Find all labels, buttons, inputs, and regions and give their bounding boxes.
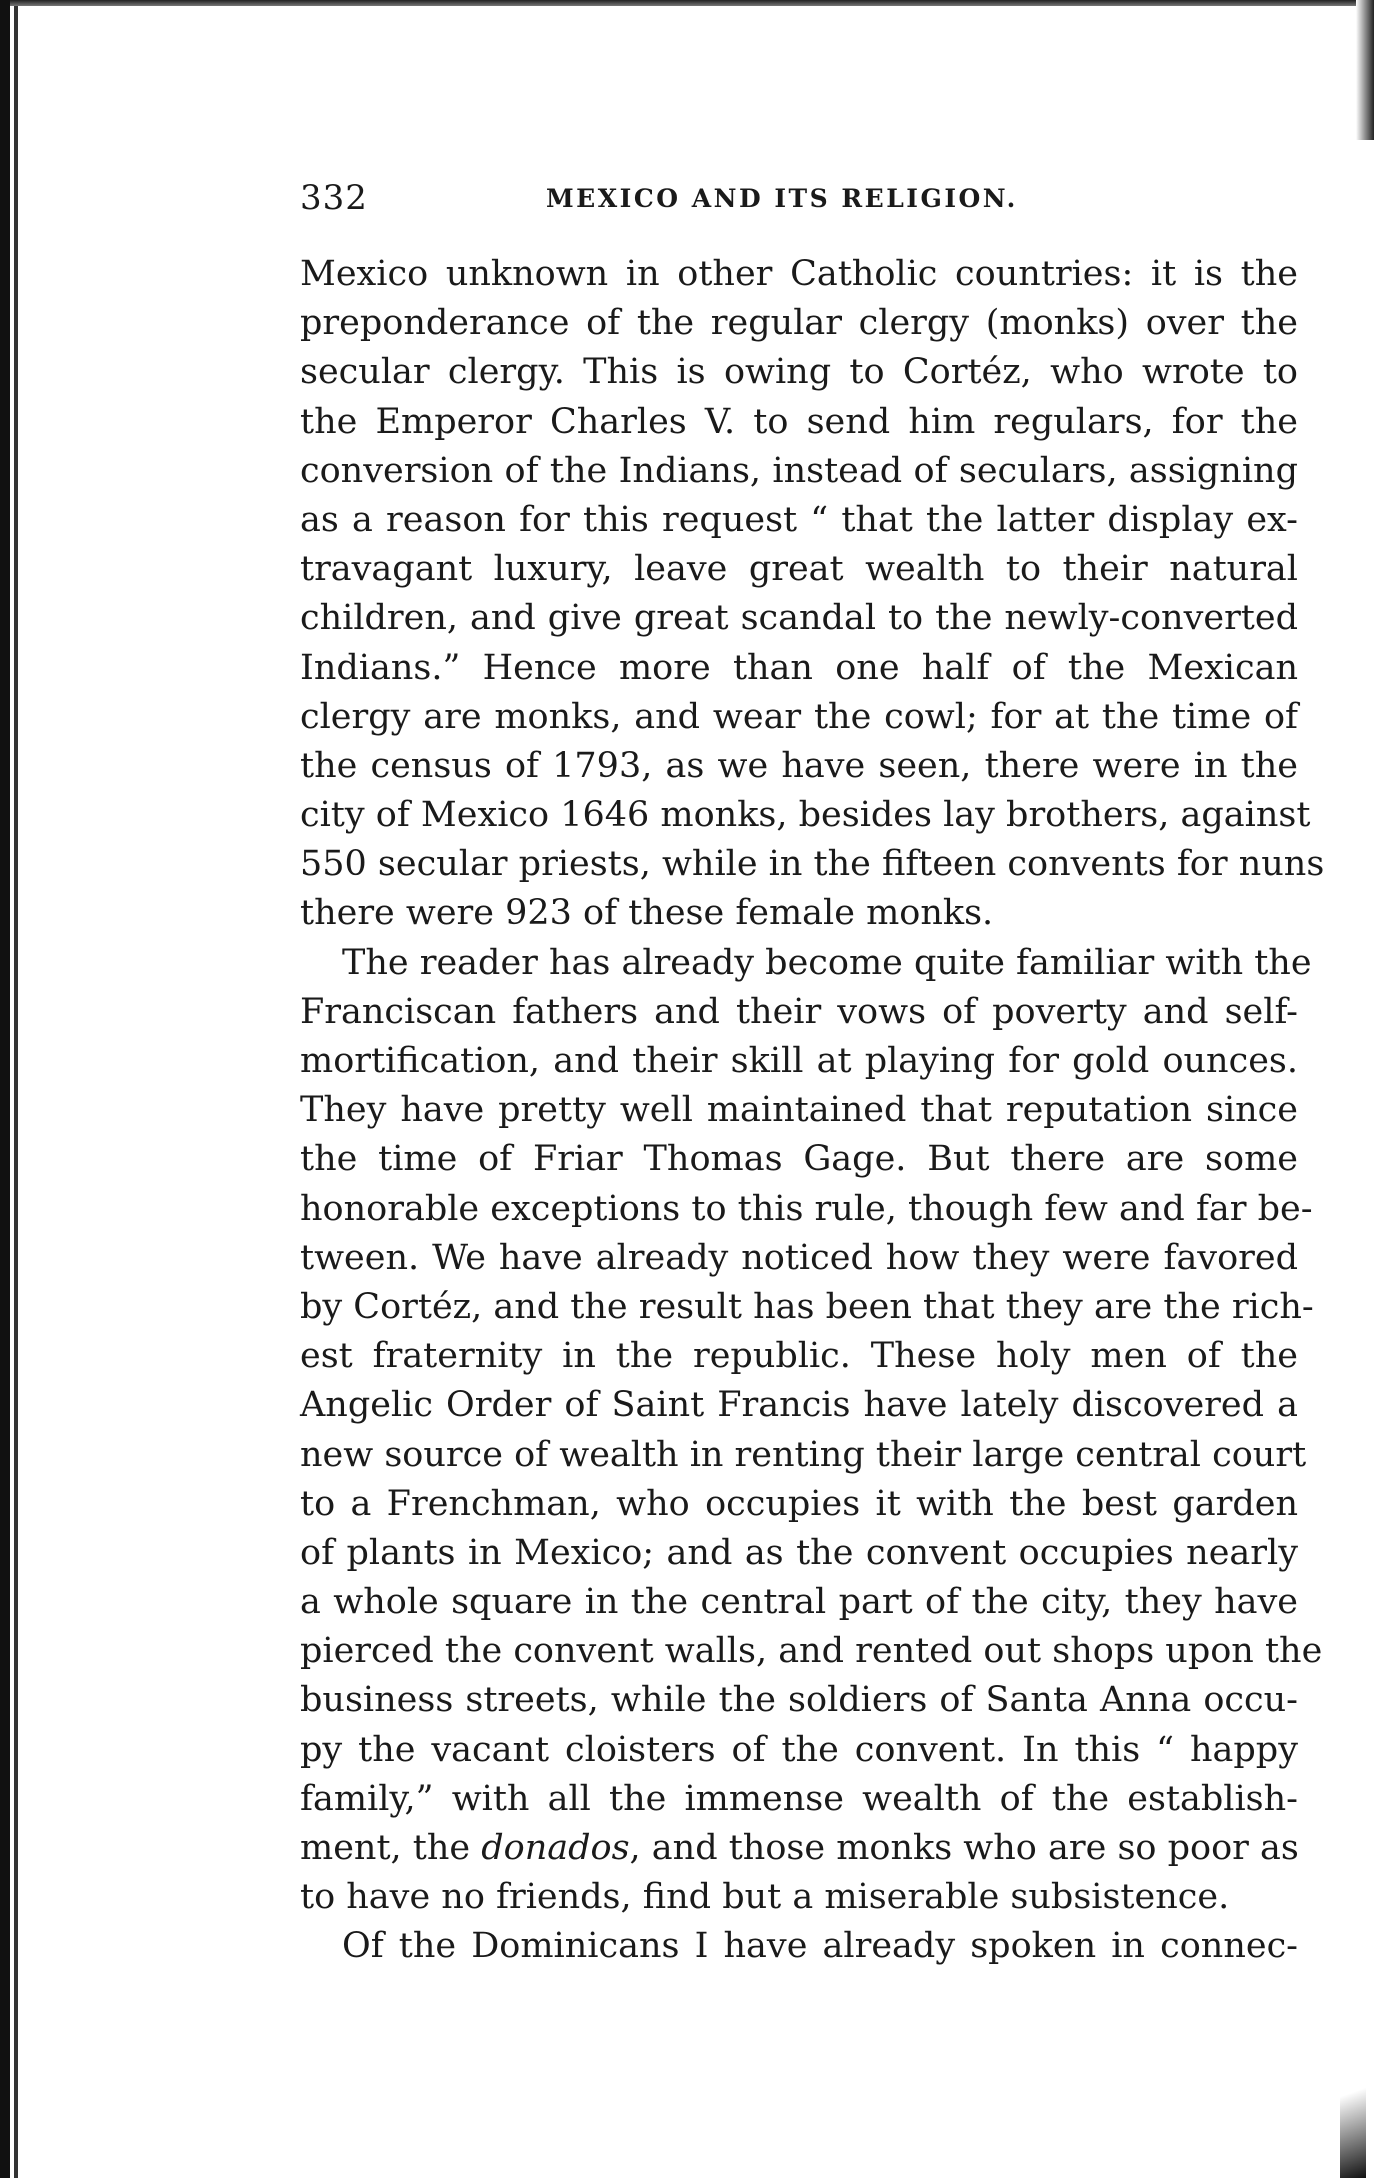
scan-binding-edge [0,0,10,2178]
text-line: the Emperor Charles V. to send him regulars, for the [300,401,1298,442]
text-line: Mexico unknown in other Catholic countries: it is the [300,254,1298,294]
text-line: preponderance of the regular clergy (monks) over the [300,303,1298,344]
italic-term: donados [481,1828,630,1868]
running-head: MEXICO AND ITS RELIGION. [546,184,1018,213]
body-text [300,250,1325,1972]
text-line: Of the Dominicans I have already spoken in connec- [342,1926,1298,1967]
text-line: new source of wealth in renting their large central court [300,1434,1307,1475]
text-segment: ment, the [300,1828,482,1868]
text-line: a whole square in the central part of the city, they have [300,1582,1298,1623]
text-line: city of Mexico 1646 monks, besides lay brothers, against [300,795,1311,836]
text-line: Angelic Order of Saint Francis have lately discovered a [300,1385,1298,1426]
text-line: est fraternity in the republic. These holy men of the [300,1336,1298,1377]
text-segment: , and those monks who are so poor as [629,1828,1299,1868]
text-line: tween. We have already noticed how they were favored [300,1237,1298,1278]
scan-top-edge [10,0,1360,6]
text-line: the time of Friar Thomas Gage. But there are some [300,1139,1298,1180]
page-header [300,178,1300,228]
text-line: mortification, and their skill at playing for gold ounces. [300,1041,1298,1081]
text-line: py the vacant cloisters of the convent. In this “ happy [300,1729,1298,1770]
page-number: 332 [300,178,368,218]
text-line: The reader has already become quite familiar with the [342,942,1312,983]
text-line: family,” with all the immense wealth of the establish- [300,1778,1298,1819]
text-line: honorable exceptions to this rule, though few and far be- [300,1188,1313,1229]
text-line: to a Frenchman, who occupies it with the best garden [300,1483,1298,1524]
text-line: of plants in Mexico; and as the convent occupies nearly [300,1532,1298,1573]
text-line: pierced the convent walls, and rented out shops upon the [300,1631,1323,1672]
text-line: the census of 1793, as we have seen, there were in the [300,745,1298,786]
text-line: by Cortéz, and the result has been that they are the rich- [300,1286,1314,1327]
text-line: children, and give great scandal to the newly-converted [300,598,1298,639]
text-line: 550 secular priests, while in the fifteen convents for nuns [300,844,1325,885]
text-line-with-italic [300,1824,1298,1873]
text-line: Indians.” Hence more than one half of the Mexican [300,647,1298,688]
text-line: travagant luxury, leave great wealth to their natural [300,549,1298,590]
text-line: business streets, while the soldiers of Santa Anna occu- [300,1680,1298,1721]
text-line: secular clergy. This is owing to Cortéz, who wrote to [300,352,1298,393]
scan-corner-shadow [1356,0,1374,140]
scan-page-curl [1340,2058,1366,2178]
text-line: clergy are monks, and wear the cowl; for at the time of [300,696,1298,737]
text-line: as a reason for this request “ that the latter display ex- [300,499,1298,540]
text-line: to have no friends, find but a miserable subsistence. [300,1877,1230,1918]
text-line: Franciscan fathers and their vows of poverty and self- [300,991,1298,1032]
scan-binding-shadow [14,0,18,2178]
text-line: conversion of the Indians, instead of seculars, assigning [300,450,1298,491]
text-line: They have pretty well maintained that reputation since [300,1090,1298,1131]
text-line: there were 923 of these female monks. [300,893,994,934]
